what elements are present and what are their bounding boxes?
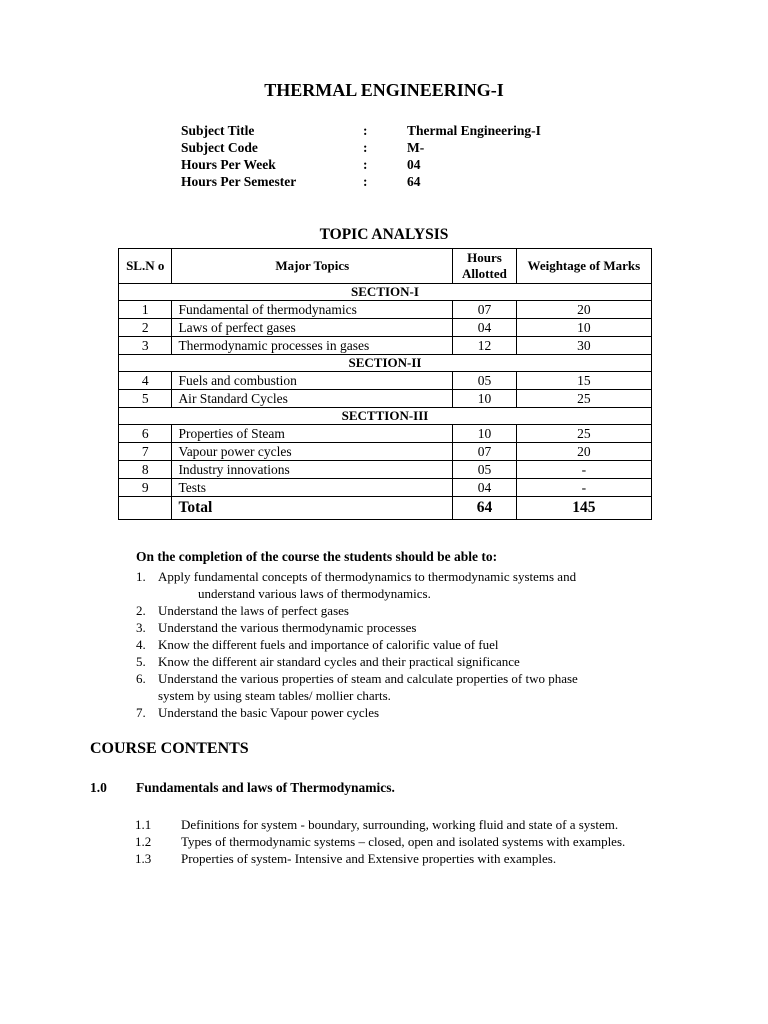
cell-slno: 2: [119, 319, 172, 337]
total-marks: 145: [516, 497, 651, 520]
cell-topic: Air Standard Cycles: [172, 390, 453, 408]
list-number: 3.: [136, 620, 146, 635]
cell-topic: Tests: [172, 479, 453, 497]
list-item: [136, 602, 676, 619]
cell-slno: [119, 497, 172, 520]
header-major-topics: Major Topics: [172, 249, 453, 284]
subject-meta: [181, 123, 541, 191]
objectives-list: [136, 568, 676, 721]
subtopic-number: 1.1: [135, 817, 152, 832]
meta-value: Thermal Engineering-I: [407, 123, 541, 138]
cell-hours: 05: [453, 461, 517, 479]
meta-colon: :: [363, 140, 368, 155]
meta-value: 64: [407, 174, 421, 189]
topic-analysis-table: [118, 248, 652, 520]
table-row: [119, 390, 652, 408]
table-row: [119, 443, 652, 461]
list-number: 2.: [136, 603, 146, 618]
cell-slno: 1: [119, 301, 172, 319]
table-row: [119, 319, 652, 337]
list-number: 7.: [136, 705, 146, 720]
cell-slno: 5: [119, 390, 172, 408]
cell-marks: -: [516, 461, 651, 479]
meta-colon: :: [363, 157, 368, 172]
table-row: [119, 425, 652, 443]
meta-row-subject-title: [181, 123, 541, 140]
course-contents-heading: COURSE CONTENTS: [90, 740, 249, 757]
cell-marks: 20: [516, 301, 651, 319]
list-item: [136, 619, 676, 636]
subtopic-number: 1.2: [135, 834, 152, 849]
section-row: [119, 408, 652, 425]
subtopic-number: 1.3: [135, 851, 152, 866]
meta-label: Hours Per Week: [181, 157, 276, 172]
list-text-continuation: understand various laws of thermodynamics.: [198, 586, 431, 601]
meta-colon: :: [363, 174, 368, 189]
cell-marks: 25: [516, 390, 651, 408]
cell-topic: Laws of perfect gases: [172, 319, 453, 337]
cell-hours: 07: [453, 301, 517, 319]
unit-number: 1.0: [90, 780, 107, 795]
document-title: THERMAL ENGINEERING-I: [264, 80, 504, 100]
cell-slno: 4: [119, 372, 172, 390]
cell-topic: Fuels and combustion: [172, 372, 453, 390]
cell-topic: Thermodynamic processes in gases: [172, 337, 453, 355]
meta-label: Subject Code: [181, 140, 258, 155]
table-row: [119, 301, 652, 319]
meta-row-hours-per-semester: [181, 174, 541, 191]
list-text: Understand the various properties of steam and calculate properties of two phase: [158, 671, 578, 686]
subtopic-text: Types of thermodynamic systems – closed, open and isolated systems with examples.: [181, 834, 626, 849]
cell-hours: 04: [453, 479, 517, 497]
cell-marks: 25: [516, 425, 651, 443]
list-text: Understand the laws of perfect gases: [158, 603, 349, 618]
meta-label: Subject Title: [181, 123, 255, 138]
cell-slno: 8: [119, 461, 172, 479]
cell-topic: Vapour power cycles: [172, 443, 453, 461]
subtopic-text: Properties of system- Intensive and Extensive properties with examples.: [181, 851, 557, 866]
list-text: Understand the basic Vapour power cycles: [158, 705, 380, 720]
list-item: [135, 850, 679, 867]
section-label: SECTION-I: [119, 284, 652, 301]
cell-hours: 04: [453, 319, 517, 337]
list-text: Understand the various thermodynamic processes: [158, 620, 417, 635]
cell-topic: Industry innovations: [172, 461, 453, 479]
cell-topic: Properties of Steam: [172, 425, 453, 443]
cell-marks: -: [516, 479, 651, 497]
cell-marks: 15: [516, 372, 651, 390]
subtopic-text: Definitions for system - boundary, surrounding, working fluid and state of a system.: [181, 817, 619, 832]
list-item: [136, 653, 676, 670]
section-row: [119, 355, 652, 372]
cell-slno: 6: [119, 425, 172, 443]
cell-slno: 7: [119, 443, 172, 461]
cell-marks: 10: [516, 319, 651, 337]
cell-marks: 30: [516, 337, 651, 355]
meta-row-subject-code: [181, 140, 541, 157]
cell-hours: 10: [453, 425, 517, 443]
cell-hours: 12: [453, 337, 517, 355]
table-header-row: [119, 249, 652, 284]
section-label: SECTION-II: [119, 355, 652, 372]
meta-value: 04: [407, 157, 421, 172]
list-item: [136, 636, 676, 653]
cell-marks: 20: [516, 443, 651, 461]
cell-hours: 05: [453, 372, 517, 390]
header-hours-allotted: Hours Allotted: [453, 249, 517, 284]
list-item: [136, 704, 676, 721]
section-label: SECTTION-III: [119, 408, 652, 425]
list-text: Apply fundamental concepts of thermodynamics to thermodynamic systems and: [158, 569, 577, 584]
unit-title: Fundamentals and laws of Thermodynamics.: [136, 780, 395, 795]
table-row: [119, 479, 652, 497]
cell-hours: 10: [453, 390, 517, 408]
total-row: [119, 497, 652, 520]
cell-topic: Fundamental of thermodynamics: [172, 301, 453, 319]
cell-hours: 07: [453, 443, 517, 461]
list-item: [136, 568, 676, 602]
meta-label: Hours Per Semester: [181, 174, 297, 189]
list-item: [135, 816, 679, 833]
topic-analysis-title: TOPIC ANALYSIS: [319, 226, 449, 243]
unit-subtopics: [135, 816, 679, 867]
list-item: [135, 833, 679, 850]
list-number: 4.: [136, 637, 146, 652]
cell-slno: 9: [119, 479, 172, 497]
unit-heading: [90, 780, 395, 796]
objectives-lead: On the completion of the course the students should be able to:: [136, 549, 498, 564]
list-number: 5.: [136, 654, 146, 669]
cell-slno: 3: [119, 337, 172, 355]
table-row: [119, 372, 652, 390]
list-number: 1.: [136, 569, 146, 584]
list-text-continuation: system by using steam tables/ mollier charts.: [158, 688, 391, 703]
list-text: Know the different fuels and importance of calorific value of fuel: [158, 637, 499, 652]
total-label: Total: [172, 497, 453, 520]
meta-row-hours-per-week: [181, 157, 541, 174]
header-weightage-of-marks: Weightage of Marks: [516, 249, 651, 284]
list-text: Know the different air standard cycles and their practical significance: [158, 654, 520, 669]
list-item: [136, 670, 676, 704]
meta-value: M-: [407, 140, 425, 155]
section-row: [119, 284, 652, 301]
header-slno: SL.N o: [119, 249, 172, 284]
list-number: 6.: [136, 671, 146, 686]
table-row: [119, 337, 652, 355]
table-row: [119, 461, 652, 479]
total-hours: 64: [453, 497, 517, 520]
meta-colon: :: [363, 123, 368, 138]
